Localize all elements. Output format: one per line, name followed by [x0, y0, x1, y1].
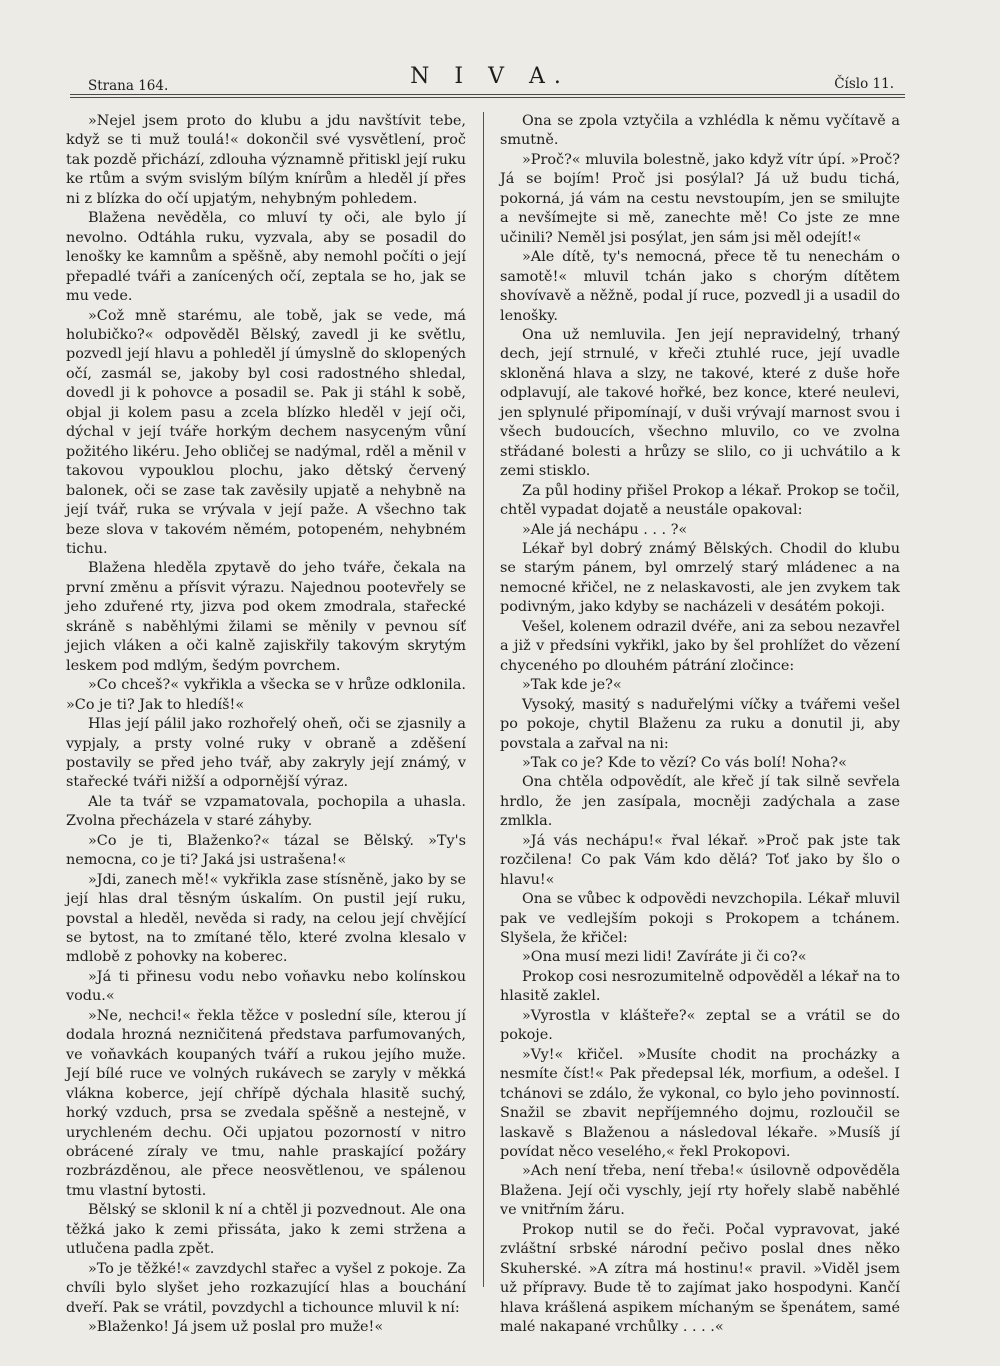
paragraph: Vešel, kolenem odrazil dvéře, ani za sebou nezavřel a již v předsíni vykřikl, jako by šel prohlížet do vězení chyceného po dlouhém pátrání zločince: — [500, 618, 900, 674]
paragraph: Za půl hodiny přišel Prokop a lékař. Prokop se točil, chtěl vypadat dojatě a neustále opakoval: — [500, 482, 900, 519]
issue-number: Číslo 11. — [834, 76, 894, 92]
paragraph: »Blaženko! Já jsem už poslal pro muže!« — [88, 1319, 384, 1336]
paragraph: Ona chtěla odpovědít, ale křeč jí tak silně sevřela hrdlo, že jen zasípala, mocněji zadýchala a zase zmlkla. — [500, 774, 900, 830]
paragraph: »Což mně starému, ale tobě, jak se vede, má holubičko?« odpověděl Bělský, zavedl ji ke světlu, pozvedl její hlavu a pohleděl jí úmyslně do sklopených očí, zasmál se, jakoby byl cosi radostného shledal, dovedl ji k pohovce a posadil se. Pak ji stáhl k sobě, objal ji kolem pasu a zcela blízko hleděl v její oči, dýchal v její tváře horkým dechem nasyceným vůní požitého likéru. Jeho obličej se nadýmal, rděl a měnil v takovou vypouklou plochu, jako dětský červený balonek, oči se zase tak zavěsily upjatě a nehybně na její tvář, ruka se vrývala v její paže. A všechno tak beze slova v takovém němém, potopeném, nehybném tichu. — [66, 307, 467, 557]
paragraph: Vysoký, masitý s naduřelými víčky a tvářemi vešel po pokoje, chytil Blaženu za ruku a donutil ji, aby povstala a zařval na ni: — [500, 696, 900, 752]
header-rule — [70, 94, 905, 95]
left-column — [66, 112, 466, 1338]
paragraph: Ona se vůbec k odpovědi nevzchopila. Lékař mluvil pak ve vedlejším pokoji s Prokopem a tchánem. Slyšela, že křičel: — [500, 891, 900, 947]
paragraph: »Vyrostla v klášteře?« zeptal se a vrátil se do pokoje. — [500, 1007, 900, 1044]
paragraph: »Ne, nechci!« řekla těžce v poslední síle, kterou jí dodala hrozná nezničitená představa parfumovaných, ve voňavkách koupaných tváří a rukou jejího muže. Její bílé ruce ve volných rukávech se zaryly v měkká vlákna koberce, její chřípě dýchala hlasitě suchý, horký vzduch, prsa se zvedala spěšně a nestejně, v urychleném dechu. Oči upjatou pozorností v nitro obrácené zíraly ve tmu, nahle praskající požáry rozbrázděnou, ale přece neosvětlenou, ve spálenou tmu vlastní bytosti. — [66, 1007, 466, 1199]
paragraph: »Co chceš?« vykřikla a všecka se v hrůze odklonila. »Co je ti? Jak to hledíš!« — [66, 677, 466, 713]
paragraph: Blažena nevěděla, co mluví ty oči, ale bylo jí nevolno. Odtáhla ruku, vyzvala, aby se posadil do lenošky ke kamnům a spěšně, aby nemohl počíti o její přepadlé tváři a zanícených očí, zeptala se ho, jak se mu vede. — [66, 210, 466, 305]
paragraph: Ale ta tvář se vzpamatovala, pochopila a uhasla. Zvolna přecházela v staré záhyby. — [66, 793, 466, 830]
header-rule-double — [70, 97, 905, 98]
paragraph: Prokop cosi nesrozumitelně odpověděl a lékař na to hlasitě zaklel. — [500, 968, 900, 1005]
paragraph: »Tak co je? Kde to vězí? Co vás bolí! Noha?« — [522, 754, 847, 771]
paragraph: »Já vás nechápu!« řval lékař. »Proč pak jste tak rozčilena! Co pak Vám kdo dělá? Toť jako by šlo o hlavu!« — [500, 832, 900, 888]
paragraph: Prokop nutil se do řeči. Počal vypravovat, jaké zvláštní srbské národní pečivo poslal dnes něko Skuherské. »A zítra má hostinu!« pravil. »Viděl jsem už přípravy. Bude tě to zajímat jako hospodyni. Kančí hlava krášlená aspikem míchaným se špenátem, samé malé nakapané vrchůlky . . . .« — [500, 1221, 900, 1336]
paragraph: »Nejel jsem proto do klubu a jdu navštívit tebe, když se ti muž toulá!« dokončil své vysvětlení, proč tak pozdě přichází, zdlouha významně přitiskl její ruku ke rtům a svým svislým bílým knírům a hleděl jí přes ni z blízka do očí upjatým, nehybným pohledem. — [66, 113, 466, 207]
column-divider — [483, 112, 484, 1287]
magazine-title: N I V A. — [410, 64, 570, 89]
page-header — [80, 62, 900, 96]
paragraph: Blažena hleděla zpytavě do jeho tváře, čekala na první změnu a přísvit výrazu. Najednou pootevřely se jeho zduřené rty, jizva pod okem zmodrala, stařecké skráně s naběhlými žilami se měnily v pevnou síť jejich vláken a oči kalně zajiskřily takovým skrytým leskem pod mdlým, šedým povrchem. — [66, 560, 466, 674]
paragraph: Bělský se sklonil k ní a chtěl ji pozvednout. Ale ona těžká jako k zemi přissáta, jako k zemi stržena a utlučena padla zpět. — [66, 1202, 466, 1258]
paragraph: »To je těžké!« zavzdychl stařec a vyšel z pokoje. Za chvíli bylo slyšet jeho rozkazující hlas a bouchání dveří. Pak se vrátil, povzdychl a tichounce mluvil k ní: — [66, 1260, 466, 1316]
page-number: Strana 164. — [88, 78, 169, 94]
paragraph: »Vy!« křičel. »Musíte chodit na procházky a nesmíte číst!« Pak předepsal lék, morfium, a odešel. I tchánovi se zdálo, že vykonal, co bylo jeho povinností. Snažil se zbavit nepříjemného dojmu, rozloučil se laskavě s Blaženou a následoval lékaře. »Musíš jí povídat něco veselého,« řekl Prokopovi. — [500, 1046, 900, 1161]
paragraph: Hlas její pálil jako rozhořelý oheň, oči se zjasnily a vypjaly, a prsty volné ruky v obraně a zděšení postavily se před jeho tvář, aby zakryly její známý, v stařecké tváři nižší a odpornější výraz. — [66, 716, 466, 791]
paragraph: Ona se zpola vztyčila a vzhlédla k němu vyčítavě a smutně. — [500, 113, 900, 149]
paragraph: »Jdi, zanech mě!« vykřikla zase stísněně, jako by se její hlas dral těsným úskalím. On pustil její ruku, povstal a hleděl, nevěda si rady, na celou její chvějící se bytost, na to zmítané tělo, které zvolna klesalo v mdlobě z pohovky na koberec. — [66, 871, 466, 966]
paragraph: »Já ti přinesu vodu nebo voňavku nebo kolínskou vodu.« — [66, 968, 466, 1005]
paragraph: »Ale já nechápu . . . ?« — [522, 521, 688, 538]
paragraph: »Tak kde je?« — [522, 677, 622, 694]
paragraph: Ona už nemluvila. Jen její nepravidelný, trhaný dech, její strnulé, v křeči ztuhlé ruce, její uvadle skloněná hlava a slzy, ne takové, které z duše hoře odplavují, ale takové hořké, bez konce, které neulevi, jen splynulé připomínají, v duši vrývají marnost svou i všech budoucích, všechno mluvilo, co ve zvolna střádané bolesti a hrůzy se slilo, co ji uchvátilo a k zemi stisklo. — [500, 326, 900, 480]
paragraph: »Ach není třeba, není třeba!« úsilovně odpověděla Blažena. Její oči vyschly, její rty hořely slabě naběhlé ve vnitřním žáru. — [500, 1163, 900, 1219]
paragraph: »Co je ti, Blaženko?« tázal se Bělský. »Ty's nemocna, co je ti? Jaká jsi ustrašena!« — [66, 832, 466, 869]
paragraph: »Ona musí mezi lidi! Zavíráte ji či co?« — [522, 949, 807, 966]
paragraph: »Proč?« mluvila bolestně, jako když vítr úpí. »Proč? Já se bojím! Proč jsi posýlal? Já už budu tichá, pokorná, já vám na cestu nevstoupím, jen se smilujte a nevšímejte si mě, zanechte mě! Co jste ze mne učinili? Neměl jsi posýlat, jen sám jsi měl odejít!« — [500, 151, 900, 246]
paragraph: Lékař byl dobrý známý Bělských. Chodil do klubu se starým pánem, byl omrzelý starý mládenec a na nemocné křičel, ne z nelaskavosti, ale jen zvykem tak podivným, jako kdyby se nacházeli v desátém pokoji. — [500, 540, 900, 616]
paragraph: »Ale dítě, ty's nemocná, přece tě tu nenechám o samotě!« mluvil tchán jako s chorým dítětem shovívavě a něžně, podal jí ruce, pozvedl ji a usadil do lenošky. — [500, 249, 900, 324]
right-column — [500, 112, 900, 1338]
